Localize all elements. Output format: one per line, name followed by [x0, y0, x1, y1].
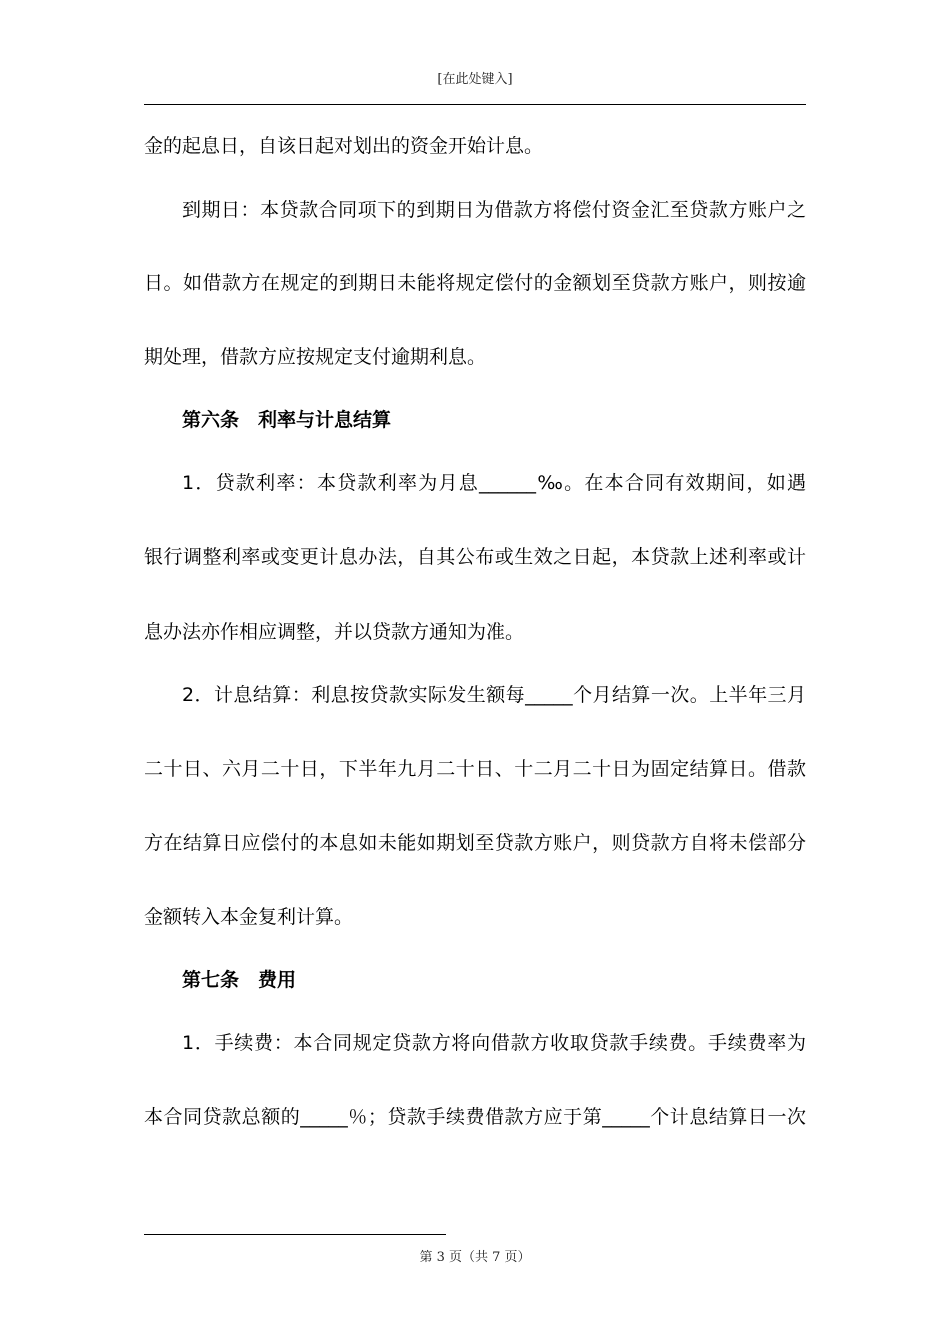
section-heading: 第七条 费用: [182, 969, 297, 991]
text-line: 银行调整利率或变更计息办法，自其公布或生效之日起，本贷款上述利率或计: [144, 546, 806, 568]
footer-rule: [144, 1234, 446, 1235]
text-line: 金额转入本金复利计算。: [144, 906, 354, 928]
page-number: 第 3 页（共 7 页）: [419, 1250, 531, 1265]
text-line: 本合同贷款总额的_____％；贷款手续费借款方应于第_____个计息结算日一次: [144, 1106, 806, 1128]
text-line: 1．手续费：本合同规定贷款方将向借款方收取贷款手续费。手续费率为: [182, 1032, 806, 1054]
text-line: 二十日、六月二十日，下半年九月二十日、十二月二十日为固定结算日。借款: [144, 758, 806, 780]
text-line: 到期日：本贷款合同项下的到期日为借款方将偿付资金汇至贷款方账户之: [182, 199, 806, 221]
text-line: 日。如借款方在规定的到期日未能将规定偿付的金额划至贷款方账户，则按逾: [144, 272, 806, 294]
page-header: [在此处键入]: [437, 72, 513, 87]
text-line: 2．计息结算：利息按贷款实际发生额每_____个月结算一次。上半年三月: [182, 684, 806, 706]
text-line: 息办法亦作相应调整，并以贷款方通知为准。: [144, 621, 525, 643]
header-rule: [144, 104, 806, 105]
text-line: 1．贷款利率：本贷款利率为月息______‰。在本合同有效期间，如遇: [182, 472, 806, 494]
section-heading: 第六条 利率与计息结算: [182, 409, 392, 431]
text-line: 方在结算日应偿付的本息如未能如期划至贷款方账户，则贷款方自将未偿部分: [144, 832, 806, 854]
text-line: 金的起息日，自该日起对划出的资金开始计息。: [144, 135, 544, 157]
text-line: 期处理，借款方应按规定支付逾期利息。: [144, 346, 487, 368]
